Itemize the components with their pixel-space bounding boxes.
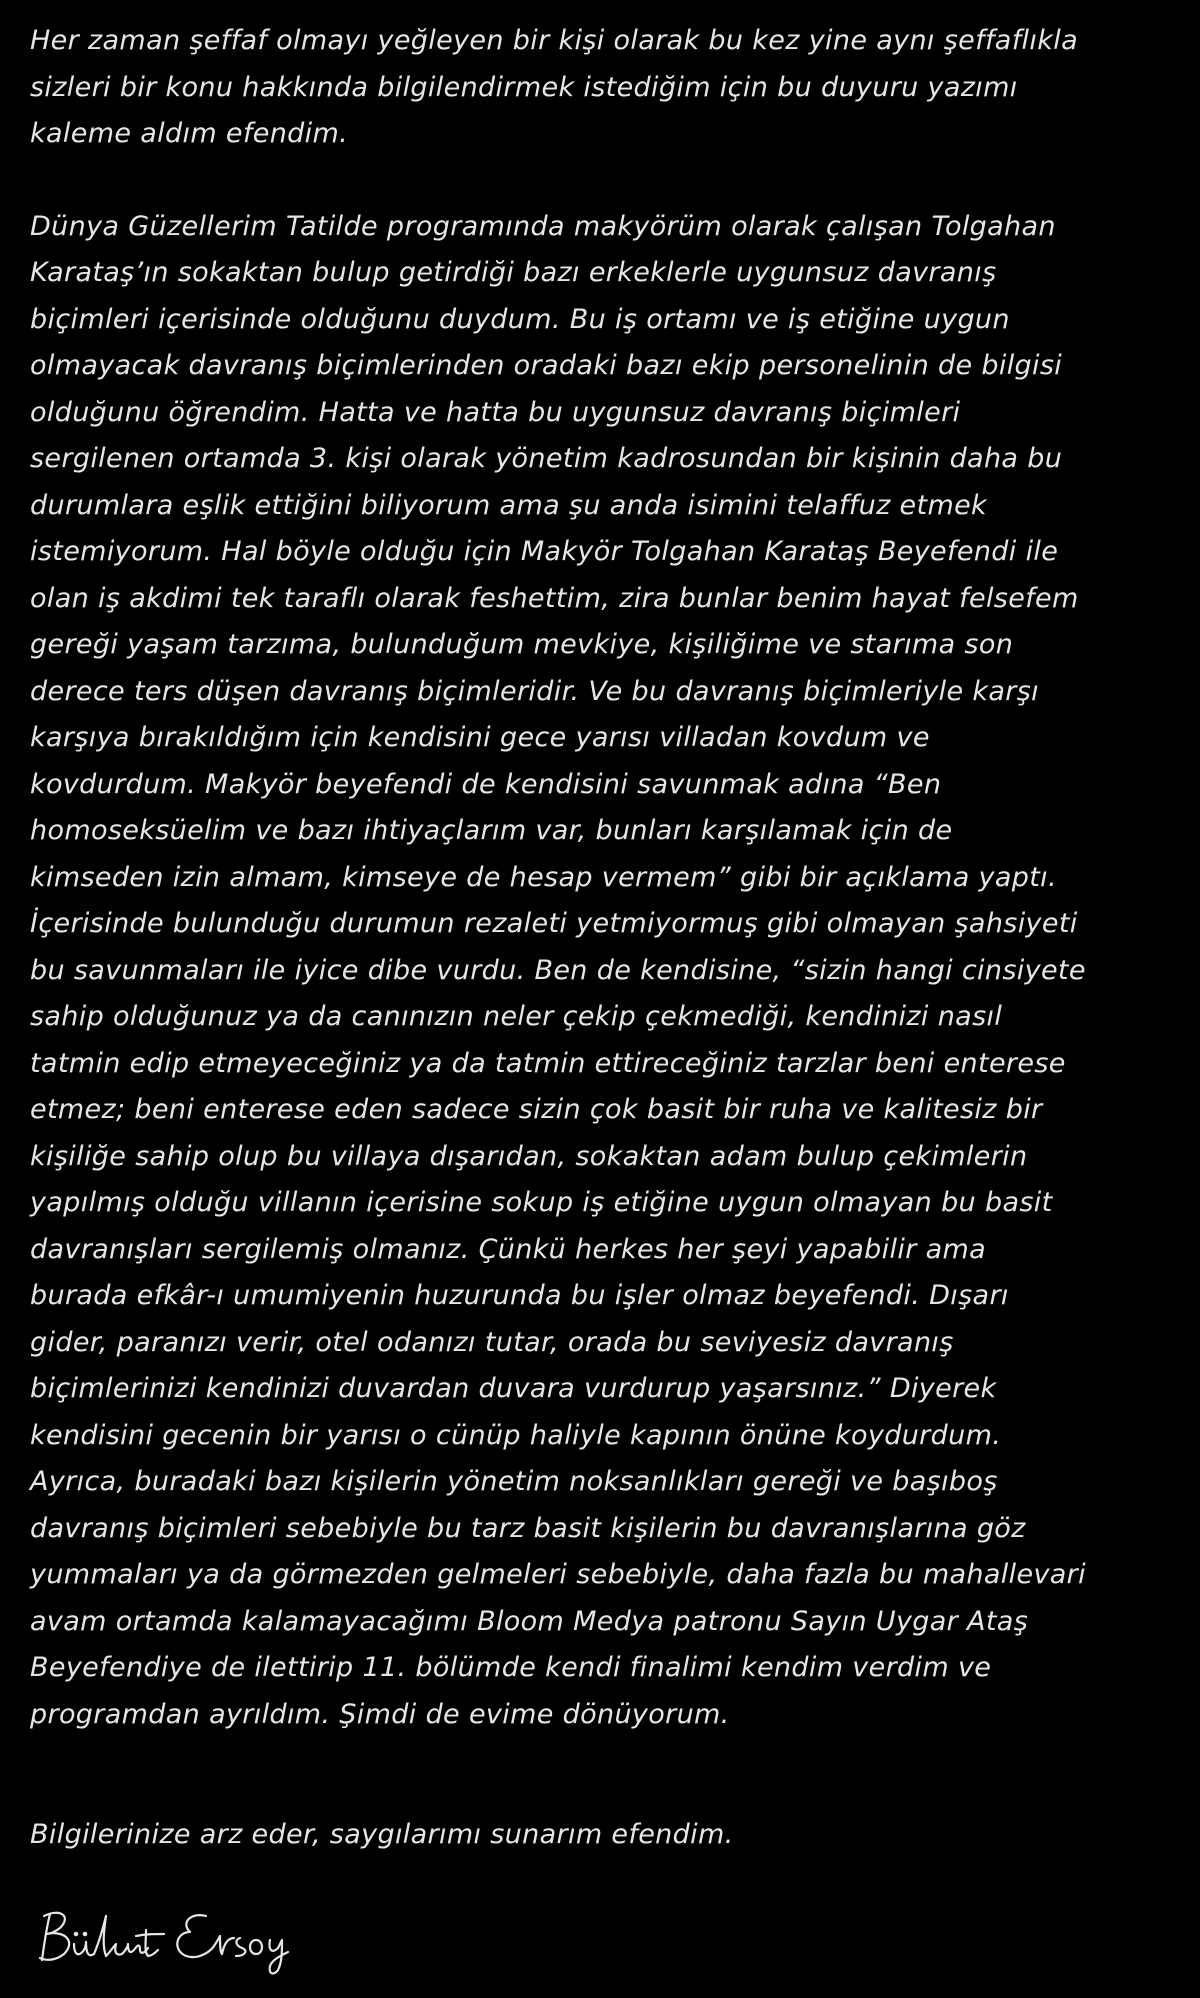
text-line: kimseden izin almam, kimseye de hesap vermem” gibi bir açıklama yaptı. <box>30 861 1057 893</box>
signature <box>30 1900 310 1980</box>
text-line: sizleri bir konu hakkında bilgilendirmek istediğim için bu duyuru yazımı <box>30 71 1018 103</box>
text-line: İçerisinde bulunduğu durumun rezaleti yetmiyormuş gibi olmayan şahsiyeti <box>30 908 1078 939</box>
text-line: biçimleri içerisinde olduğunu duydum. Bu iş ortamı ve iş etiğine uygun <box>30 303 1010 335</box>
text-line: gereği yaşam tarzıma, bulunduğum mevkiye, kişiliğime ve starıma son <box>30 629 1014 660</box>
text-line: bu savunmaları ile iyice dibe vurdu. Ben de kendisine, “sizin hangi cinsiyete <box>30 954 1086 986</box>
text-line: derece ters düşen davranış biçimleridir. Ve bu davranış biçimleriyle karşı <box>30 675 1039 707</box>
text-line: yummaları ya da görmezden gelmeleri sebebiyle, daha fazla bu mahallevari <box>30 1559 1086 1590</box>
text-line: istemiyorum. Hal böyle olduğu için Makyör Tolgahan Karataş Beyefendi ile <box>30 536 1059 567</box>
letter-body <box>30 18 1180 1738</box>
text-line: olduğunu öğrendim. Hatta ve hatta bu uygunsuz davranış biçimleri <box>30 396 961 428</box>
text-line: kaleme aldım efendim. <box>30 118 349 149</box>
text-line: karşıya bırakıldığım için kendisini gece yarısı villadan kovdum ve <box>30 722 930 753</box>
paragraph-main <box>30 204 1180 1739</box>
text-line: kendisini gecenin bir yarısı o cünüp haliyle kapının önüne koydurdum. <box>30 1419 1002 1451</box>
paragraph-gap <box>30 158 1180 204</box>
closing-line <box>30 1812 734 1859</box>
text-line: avam ortamda kalamayacağımı Bloom Medya patronu Sayın Uygar Ataş <box>30 1605 1029 1637</box>
text-line: sahip olduğunuz ya da canınızın neler çekip çekmediği, kendinizi nasıl <box>30 1001 1003 1032</box>
text-line: olan iş akdimi tek taraflı olarak feshettim, zira bunlar benim hayat felsefem <box>30 582 1079 614</box>
text-line: Dünya Güzellerim Tatilde programında makyörüm olarak çalışan Tolgahan <box>30 210 1056 242</box>
text-line: olmayacak davranış biçimlerinden oradaki bazı ekip personelinin de bilgisi <box>30 350 1063 381</box>
text-line: davranışları sergilemiş olmanız. Çünkü herkes her şeyi yapabilir ama <box>30 1233 987 1265</box>
text-line: davranış biçimleri sebebiyle bu tarz basit kişilerin bu davranışlarına göz <box>30 1512 1026 1544</box>
text-line: Her zaman şeffaf olmayı yeğleyen bir kişi olarak bu kez yine aynı şeffaflıkla <box>30 25 1078 56</box>
paragraph-intro <box>30 18 1180 158</box>
text-line: yapılmış olduğu villanın içerisine sokup iş etiğine uygun olmayan bu basit <box>30 1187 1053 1218</box>
text-line: kovdurdum. Makyör beyefendi de kendisini savunmak adına “Ben <box>30 768 942 800</box>
text-line: programdan ayrıldım. Şimdi de evime dönüyorum. <box>30 1698 730 1730</box>
text-line: etmez; beni enterese eden sadece sizin çok basit bir ruha ve kalitesiz bir <box>30 1094 1043 1125</box>
closing-text: Bilgilerinize arz eder, saygılarımı sunarım efendim. <box>30 1819 734 1850</box>
text-line: burada efkâr-ı umumiyenin huzurunda bu işler olmaz beyefendi. Dışarı <box>30 1280 1009 1311</box>
text-line: Ayrıca, buradaki bazı kişilerin yönetim noksanlıkları gereği ve başıboş <box>30 1466 998 1497</box>
text-line: homoseksüelim ve bazı ihtiyaçlarım var, bunları karşılamak için de <box>30 815 953 846</box>
text-line: Beyefendiye de ilettirip 11. bölümde kendi finalimi kendim verdim ve <box>30 1652 992 1683</box>
text-line: sergilenen ortamda 3. kişi olarak yönetim kadrosundan bir kişinin daha bu <box>30 443 1063 474</box>
text-line: gider, paranızı verir, otel odanızı tutar, orada bu seviyesiz davranış <box>30 1326 954 1358</box>
text-line: kişiliğe sahip olup bu villaya dışarıdan, sokaktan adam bulup çekimlerin <box>30 1140 1028 1172</box>
text-line: durumlara eşlik ettiğini biliyorum ama şu anda isimini telaffuz etmek <box>30 489 988 521</box>
text-line: biçimlerinizi kendinizi duvardan duvara vurdurup yaşarsınız.” Diyerek <box>30 1373 997 1404</box>
text-line: Karataş’ın sokaktan bulup getirdiği bazı erkeklerle uygunsuz davranış <box>30 257 997 288</box>
text-line: tatmin edip etmeyeceğiniz ya da tatmin ettireceğiniz tarzlar beni enterese <box>30 1047 1066 1079</box>
